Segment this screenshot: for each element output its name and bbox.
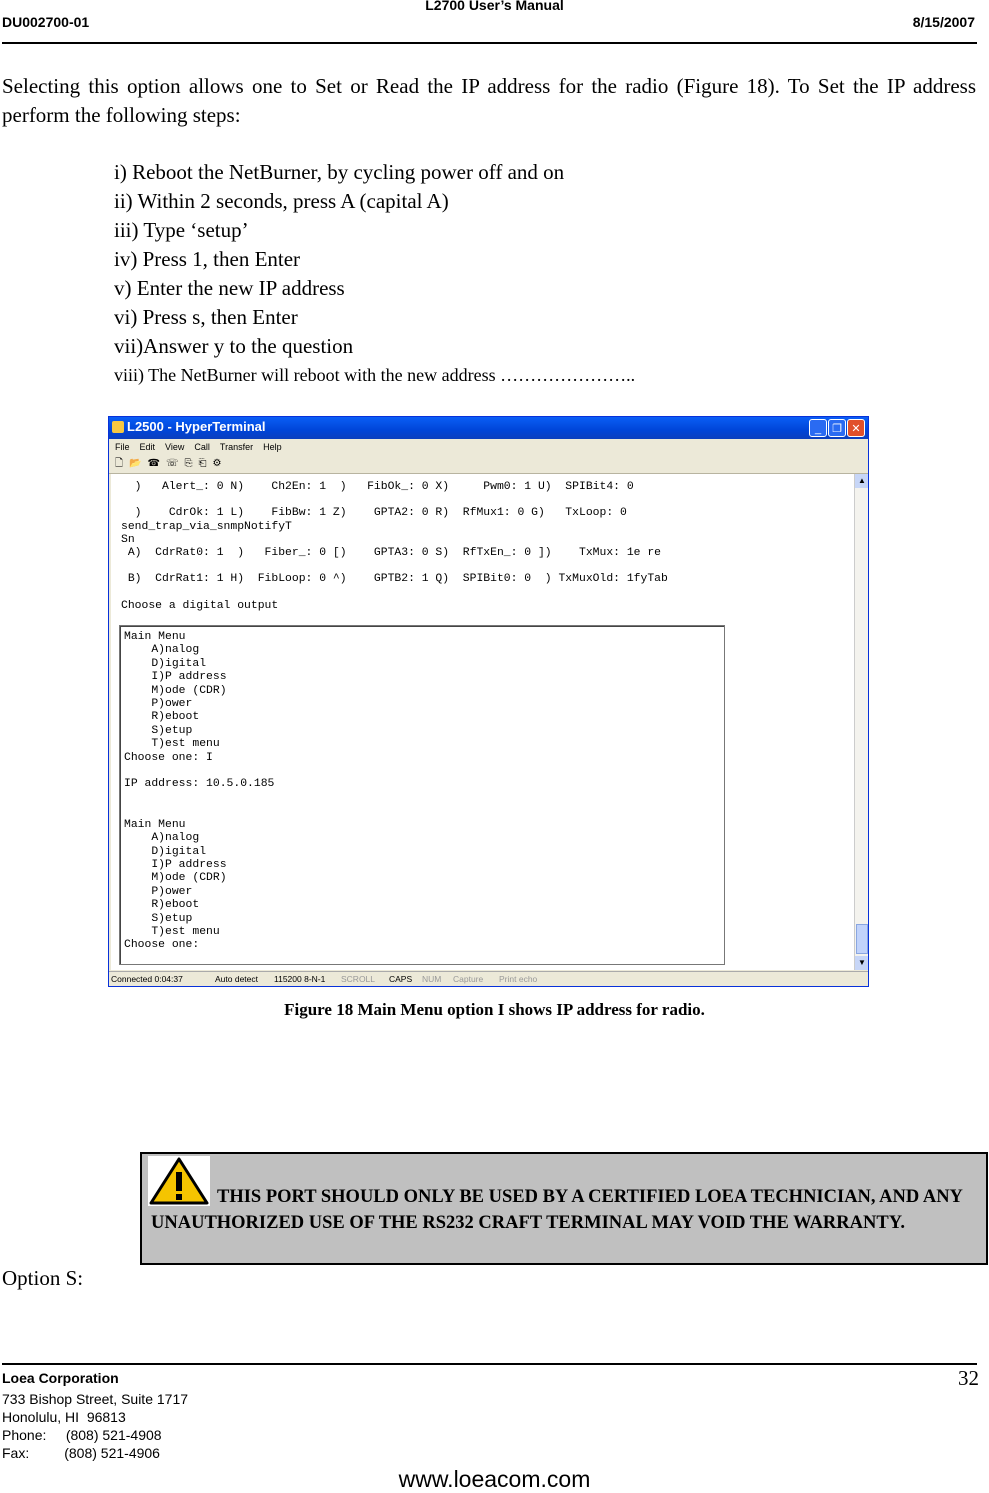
step-item: iv) Press 1, then Enter bbox=[114, 247, 301, 271]
document-date: 8/15/2007 bbox=[912, 14, 975, 30]
step-item: i) Reboot the NetBurner, by cycling power off and on bbox=[114, 160, 565, 184]
warning-text: THIS PORT SHOULD ONLY BE USED BY A CERTIFIED LOEA TECHNICIAN, AND ANY UNAUTHORIZED USE OF THE RS232 CRAFT TERMINAL MAY VOID THE WARRANTY. bbox=[151, 1187, 963, 1233]
menu-transfer[interactable]: Transfer bbox=[219, 442, 254, 452]
status-caps: CAPS bbox=[389, 974, 413, 984]
hyperterminal-screenshot bbox=[108, 416, 869, 987]
connect-icon[interactable]: ☎ bbox=[147, 458, 160, 469]
status-baud: 115200 8-N-1 bbox=[274, 974, 326, 984]
status-print-echo: Print echo bbox=[499, 974, 538, 984]
vertical-scrollbar[interactable] bbox=[854, 474, 869, 970]
terminal-inner-panel bbox=[119, 625, 725, 965]
footer-address: 733 Bishop Street, Suite 1717 Honolulu, HI 96813 Phone: (808) 521-4908 Fax: (808) 521-4906 bbox=[2, 1391, 189, 1461]
properties-icon[interactable]: ⚙ bbox=[212, 458, 222, 469]
scroll-down-icon[interactable]: ▼ bbox=[855, 956, 869, 970]
menu-bar bbox=[109, 439, 868, 455]
header-divider bbox=[2, 42, 977, 44]
new-icon[interactable]: 🗋 bbox=[115, 458, 124, 469]
window-title: L2500 - HyperTerminal bbox=[127, 419, 266, 434]
step-item: vi) Press s, then Enter bbox=[114, 305, 298, 329]
open-icon[interactable]: 📂 bbox=[129, 458, 142, 469]
menu-help[interactable]: Help bbox=[263, 442, 282, 452]
disconnect-icon[interactable]: ☏ bbox=[165, 458, 179, 469]
app-icon bbox=[112, 421, 124, 433]
status-bar bbox=[109, 971, 868, 987]
status-num: NUM bbox=[422, 974, 442, 984]
step-item: ii) Within 2 seconds, press A (capital A) bbox=[114, 189, 449, 213]
status-scroll: SCROLL bbox=[341, 974, 376, 984]
menu-view[interactable]: View bbox=[165, 442, 185, 452]
step-item: iii) Type ‘setup’ bbox=[114, 218, 249, 242]
status-connected: Connected 0:04:37 bbox=[111, 974, 183, 984]
minimize-icon[interactable]: _ bbox=[809, 419, 827, 437]
menu-call[interactable]: Call bbox=[194, 442, 210, 452]
warning-box bbox=[140, 1152, 988, 1265]
footer-company: Loea Corporation bbox=[2, 1370, 119, 1386]
restore-icon[interactable]: ❐ bbox=[828, 419, 846, 437]
scroll-up-icon[interactable]: ▲ bbox=[855, 474, 869, 488]
steps-list bbox=[114, 158, 635, 390]
receive-icon[interactable]: ⎗ bbox=[198, 458, 207, 469]
status-detect: Auto detect bbox=[215, 974, 259, 984]
menu-file[interactable]: File bbox=[115, 442, 130, 452]
close-icon[interactable]: ✕ bbox=[847, 419, 865, 437]
page-number: 32 bbox=[958, 1366, 979, 1390]
figure-caption: Figure 18 Main Menu option I shows IP address for radio. bbox=[284, 1000, 705, 1019]
window-titlebar bbox=[109, 417, 868, 439]
option-label: Option S: bbox=[2, 1266, 84, 1290]
toolbar bbox=[109, 455, 868, 474]
header-title: L2700 User’s Manual bbox=[425, 0, 564, 13]
step-item: viii) The NetBurner will reboot with the new address ………………….. bbox=[114, 365, 636, 385]
main-menu-output: Main Menu A)nalog D)igital I)P address M)ode (CDR) P)ower R)eboot S)etup T)est menu Choose one: I IP address: 10.5.0.185 Main Menu A)nalog D)igital I)P address M)ode (CDR) P)ower R)eboot S)etup T)est menu Choose one: bbox=[124, 631, 275, 952]
footer-url[interactable]: www.loeacom.com bbox=[398, 1466, 591, 1492]
intro-paragraph: Selecting this option allows one to Set or Read the IP address for the radio (Figure 18). To Set the IP address perform the following steps: bbox=[2, 74, 976, 127]
step-item: vii)Answer y to the question bbox=[114, 334, 354, 358]
footer-divider bbox=[2, 1363, 977, 1365]
step-item: v) Enter the new IP address bbox=[114, 276, 345, 300]
document-id: DU002700-01 bbox=[2, 14, 90, 30]
terminal-area[interactable] bbox=[111, 474, 854, 970]
terminal-output: ) Alert_: 0 N) Ch2En: 1 ) FibOk_: 0 X) Pwm0: 1 U) SPIBit4: 0 ) CdrOk: 1 L) FibBw: 1 Z) GPTA2: 0 R) RfMux1: 0 G) TxLoop: 0 send_trap_via_snmpNotifyT Sn A) CdrRat0: 1 ) Fiber_: 0 [) GPTA3: 0 S) RfTxEn_: 0 ]) TxMux: 1e re B) CdrRat1: 1 H) FibLoop: 0 ^) GPTB2: 1 Q) SPIBit0: 0 ) TxMuxOld: 1fyTab Choose a digital output bbox=[121, 481, 668, 612]
send-icon[interactable]: ⎘ bbox=[184, 458, 193, 469]
menu-edit[interactable]: Edit bbox=[139, 442, 156, 452]
status-capture: Capture bbox=[453, 974, 484, 984]
scroll-thumb[interactable] bbox=[856, 924, 868, 954]
